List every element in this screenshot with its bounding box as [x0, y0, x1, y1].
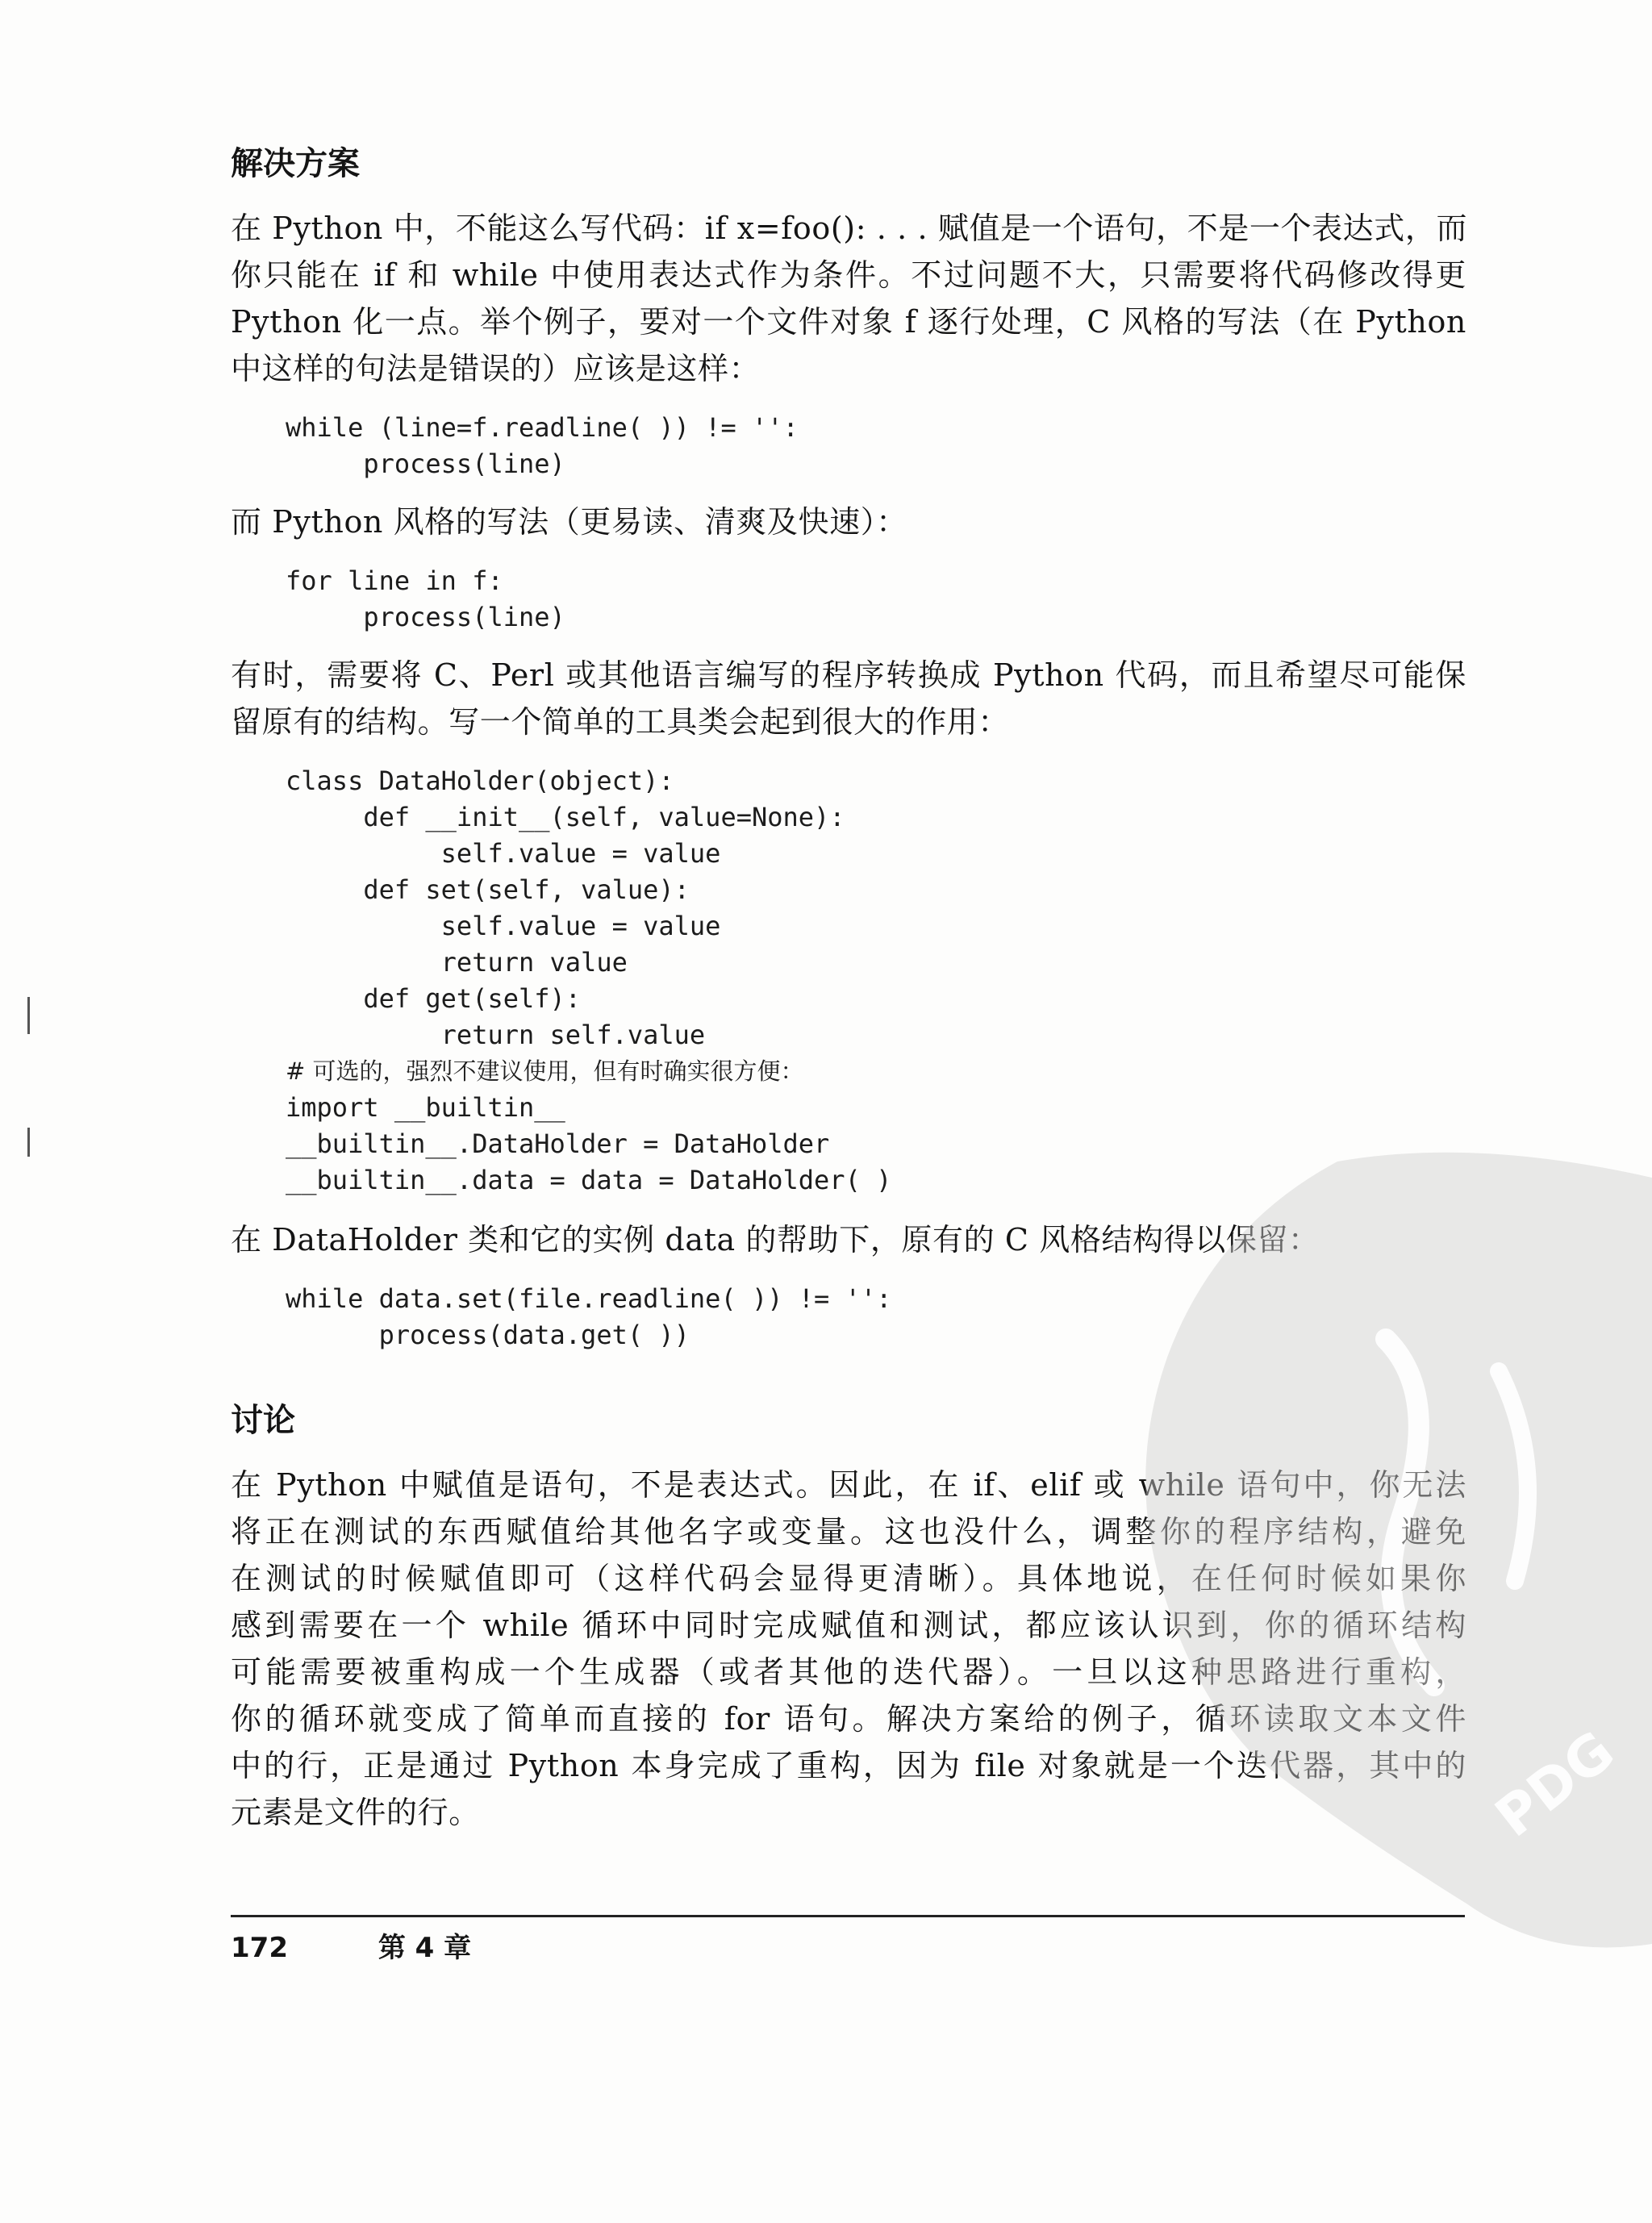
- code-line: self.value = value: [286, 838, 721, 869]
- text-line: 中的行，正是通过 Python 本身完成了重构，因为 file 对象就是一个迭代器，其中的: [231, 1748, 1466, 1783]
- solution-paragraph-1: [231, 205, 1466, 392]
- code-line: process(data.get( )): [286, 1320, 690, 1350]
- watermark-seal: [1095, 1129, 1652, 1968]
- code-line: for line in f:: [286, 565, 503, 596]
- watermark-text: PDG: [1483, 1719, 1627, 1850]
- code-line: class DataHolder(object):: [286, 765, 674, 796]
- code-line: def get(self):: [286, 983, 582, 1014]
- text-line: 留原有的结构。写一个简单的工具类会起到很大的作用：: [231, 704, 1010, 740]
- code-block-c-style: [286, 410, 799, 482]
- text-line: 将正在测试的东西赋值给其他名字或变量。这也没什么，调整你的程序结构，避免: [231, 1514, 1466, 1549]
- text-line: 在 Python 中赋值是语句，不是表达式。因此，在 if、elif 或 while 语句中，你无法: [231, 1467, 1466, 1503]
- text-line: 你的循环就变成了简单而直接的 for 语句。解决方案给的例子，循环读取文本文件: [231, 1701, 1466, 1737]
- text-line: 元素是文件的行。: [231, 1795, 480, 1830]
- text-line: 中这样的句法是错误的）应该是这样：: [231, 351, 761, 386]
- code-block-dataholder: [286, 763, 891, 1199]
- code-line: process(line): [286, 448, 565, 479]
- code-line: return value: [286, 947, 628, 978]
- text-line: 在 Python 中，不能这么写代码：if x=foo(): . . . 赋值是一个语句，不是一个表达式，而: [231, 211, 1468, 246]
- code-line: process(line): [286, 602, 565, 632]
- code-line: import __builtin__: [286, 1092, 565, 1123]
- code-line: __builtin__.DataHolder = DataHolder: [286, 1128, 830, 1159]
- code-line: def set(self, value):: [286, 874, 690, 905]
- margin-mark: [27, 997, 30, 1034]
- text-line: 可能需要被重构成一个生成器（或者其他的迭代器）。一旦以这种思路进行重构，: [231, 1654, 1466, 1690]
- margin-mark: [27, 1128, 30, 1157]
- code-line: __builtin__.data = data = DataHolder( ): [286, 1165, 892, 1195]
- section-heading-discussion: 讨论: [231, 1402, 295, 1439]
- page-number: 172: [231, 1932, 288, 1964]
- code-comment-line: # 可选的，强烈不建议使用，但有时确实很方便：: [286, 1057, 804, 1085]
- code-line: return self.value: [286, 1020, 706, 1050]
- code-line: def __init__(self, value=None):: [286, 802, 845, 832]
- chapter-label: 第 4 章: [378, 1932, 472, 1964]
- solution-paragraph-2: [231, 498, 1466, 545]
- text-line: 有时，需要将 C、Perl 或其他语言编写的程序转换成 Python 代码，而且希望尽可能保: [231, 657, 1466, 693]
- text-line: 而 Python 风格的写法（更易读、清爽及快速）：: [231, 504, 907, 540]
- text-line: 感到需要在一个 while 循环中同时完成赋值和测试，都应该认识到，你的循环结构: [231, 1608, 1466, 1643]
- text-line: 你只能在 if 和 while 中使用表达式作为条件。不过问题不大，只需要将代码修改得更: [231, 257, 1466, 293]
- code-line: self.value = value: [286, 911, 721, 941]
- solution-paragraph-3: [231, 652, 1466, 745]
- code-block-dataholder-usage: [286, 1281, 891, 1353]
- section-heading-solution: 解决方案: [231, 145, 360, 182]
- text-line: 在 DataHolder 类和它的实例 data 的帮助下，原有的 C 风格结构得以保留：: [231, 1222, 1320, 1257]
- text-line: 在测试的时候赋值即可（这样代码会显得更清晰）。具体地说，在任何时候如果你: [231, 1561, 1466, 1596]
- code-block-python-style: [286, 563, 565, 636]
- page-footer: [231, 1928, 471, 1968]
- code-line: while (line=f.readline( )) != '':: [286, 412, 799, 443]
- code-line: while data.set(file.readline( )) != '':: [286, 1283, 892, 1314]
- text-line: Python 化一点。举个例子，要对一个文件对象 f 逐行处理，C 风格的写法（在 Python: [231, 304, 1466, 340]
